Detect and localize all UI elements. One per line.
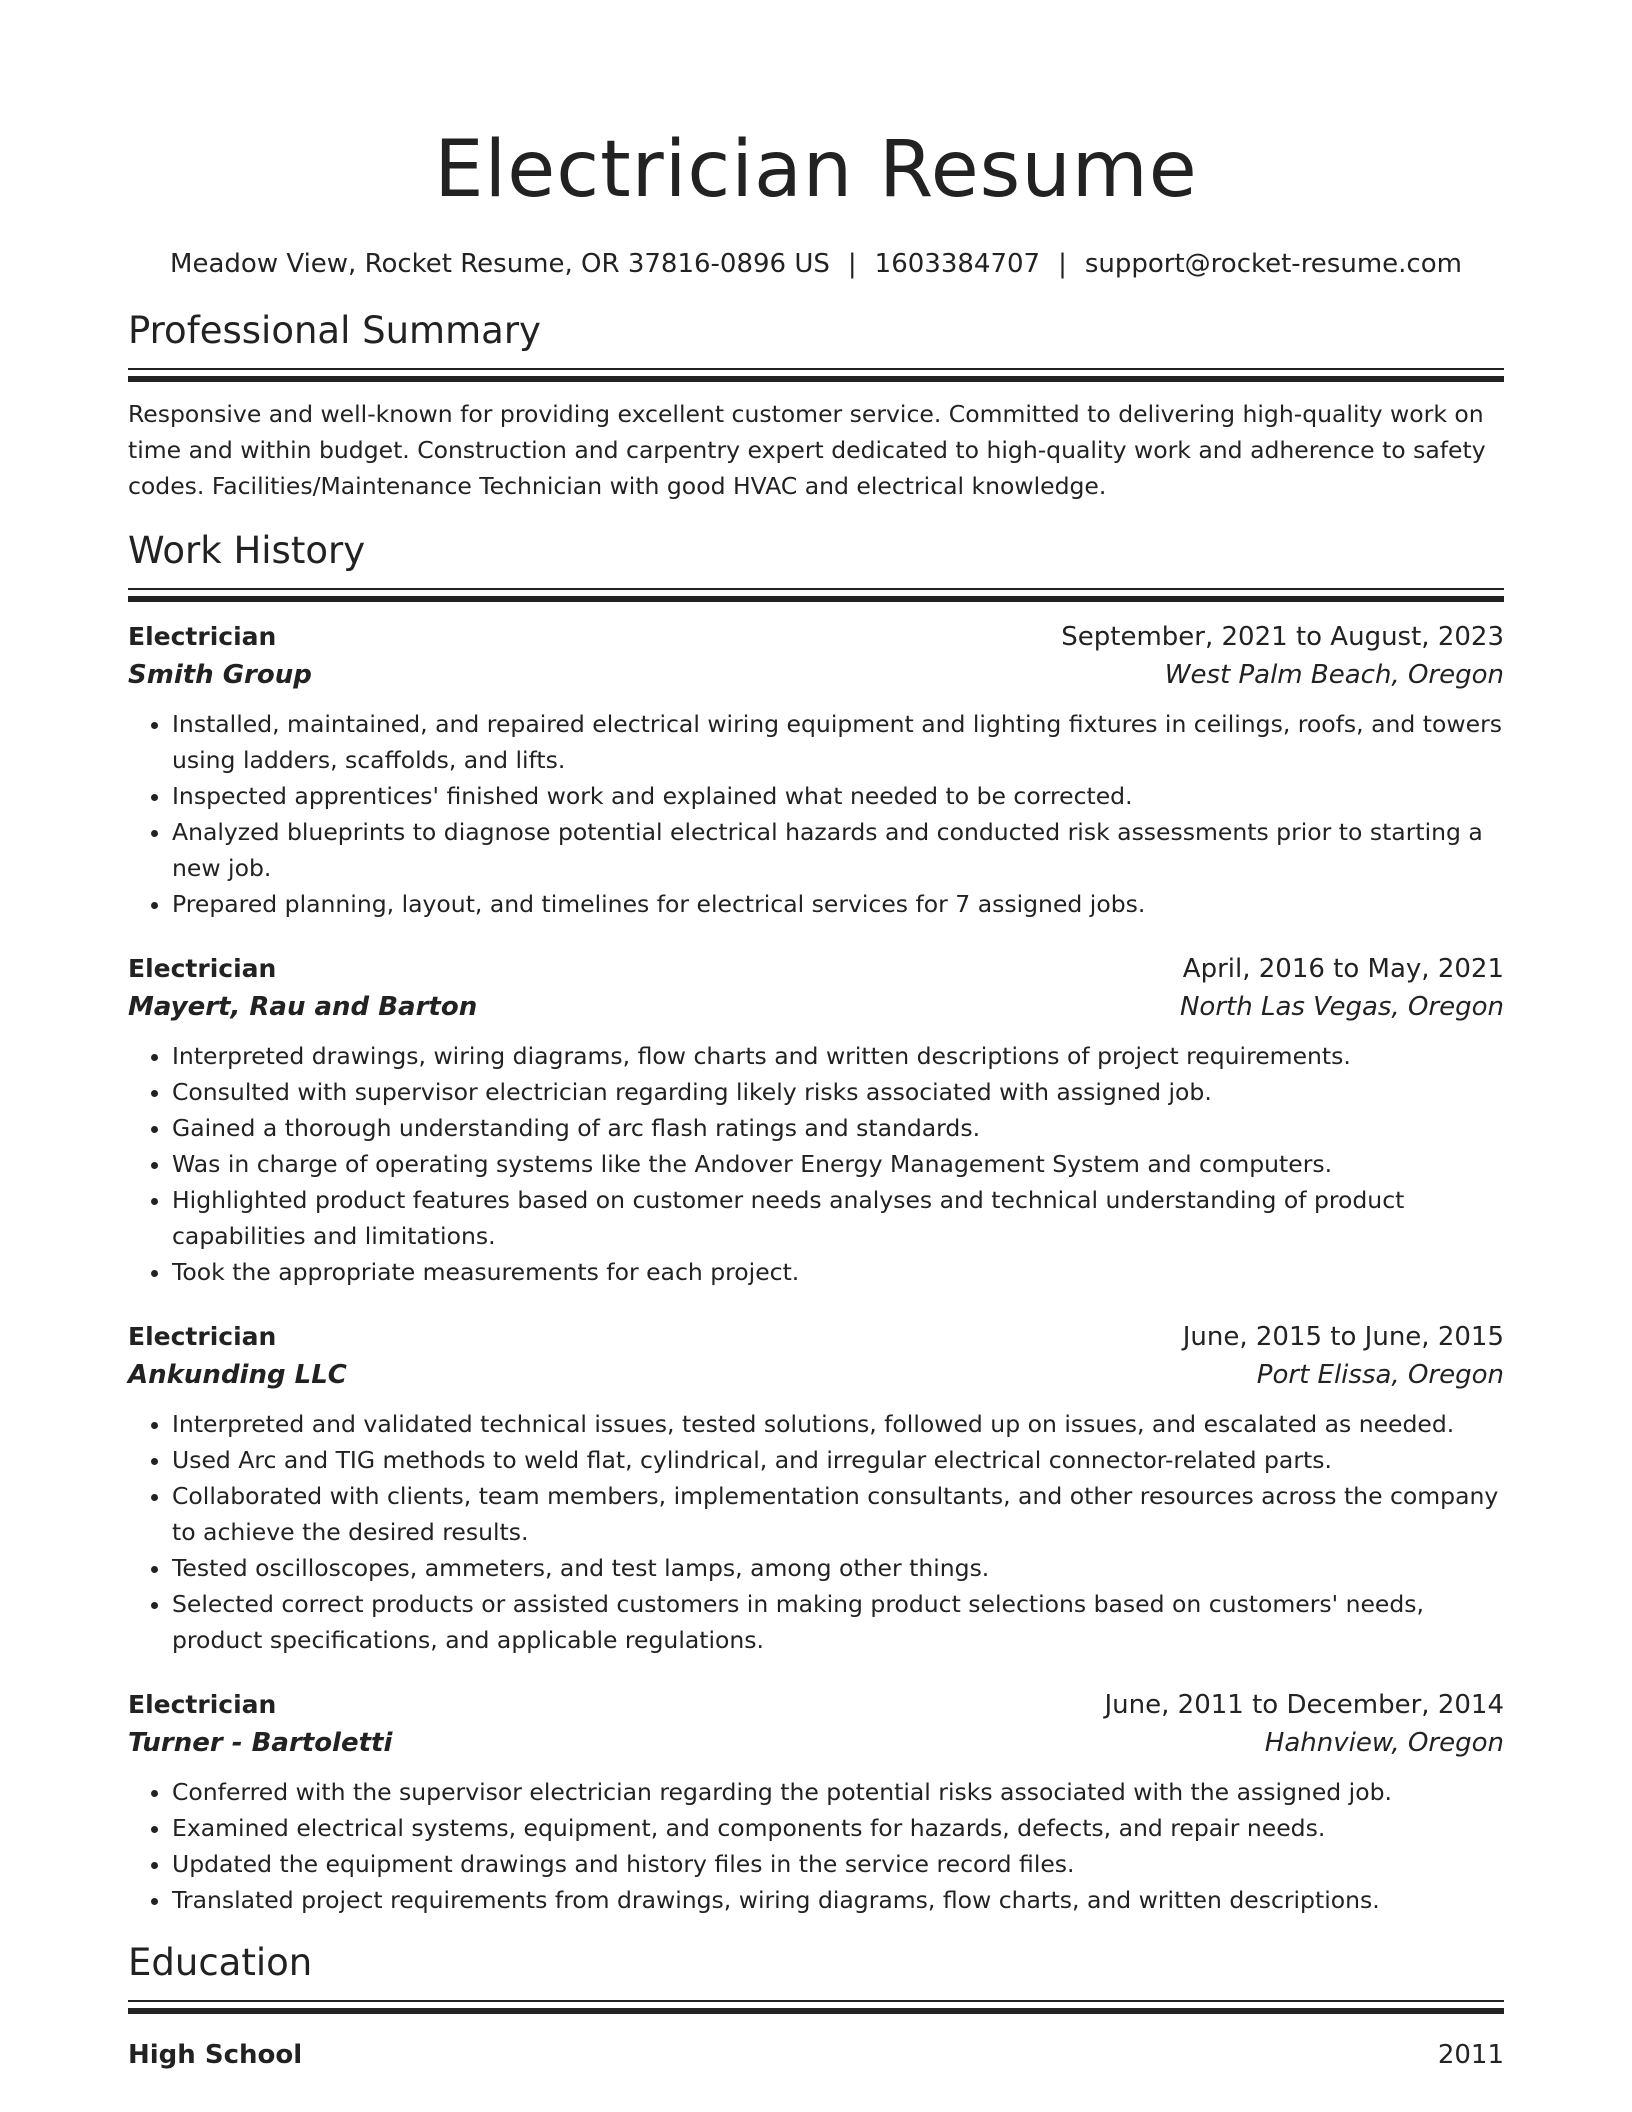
job-location: Hahnview, Oregon (1264, 1727, 1504, 1758)
job-title: Electrician (128, 621, 277, 651)
job-duty-item: • Highlighted product features based on customer needs analyses and technical understanding of product capabilities and limitations. (172, 1182, 1504, 1254)
job-duty-item: • Used Arc and TIG methods to weld flat, cylindrical, and irregular electrical connector-related parts. (172, 1442, 1504, 1478)
job-duty-item: • Installed, maintained, and repaired electrical wiring equipment and lighting fixtures in ceilings, roofs, and towers using ladders, scaffolds, and lifts. (172, 706, 1504, 778)
job-duty-item: • Took the appropriate measurements for each project. (172, 1254, 1504, 1290)
job-duty-item: • Inspected apprentices' finished work and explained what needed to be corrected. (172, 778, 1504, 814)
job-duty-item: • Interpreted and validated technical issues, tested solutions, followed up on issues, and escalated as needed. (172, 1406, 1504, 1442)
contact-separator: | (847, 249, 857, 279)
job-title: Electrician (128, 1321, 277, 1351)
job-subheader (128, 988, 1504, 1026)
job-duty-item: • Consulted with supervisor electrician regarding likely risks associated with assigned job. (172, 1074, 1504, 1110)
contact-line (128, 246, 1504, 282)
section-divider (128, 588, 1504, 602)
job-subheader (128, 656, 1504, 694)
resume-title: Electrician Resume (434, 125, 1198, 215)
section-heading-work-history: Work History (128, 528, 366, 572)
job-duty-item: • Selected correct products or assisted customers in making product selections based on customers' needs, product specifications, and applicable regulations. (172, 1586, 1504, 1658)
job-dates: June, 2015 to June, 2015 (1182, 1321, 1504, 1352)
contact-email: support@rocket-resume.com (1084, 249, 1462, 279)
job-title: Electrician (128, 1689, 277, 1719)
job-duty-item: • Was in charge of operating systems like the Andover Energy Management System and computers. (172, 1146, 1504, 1182)
job-subheader (128, 1724, 1504, 1762)
job-duty-item: • Interpreted drawings, wiring diagrams, flow charts and written descriptions of project requirements. (172, 1038, 1504, 1074)
job-title: Electrician (128, 953, 277, 983)
education-year: 2011 (1437, 2039, 1504, 2070)
job-entry (128, 618, 1504, 922)
contact-separator: | (1058, 249, 1067, 279)
job-location: West Palm Beach, Oregon (1164, 659, 1504, 690)
job-company: Ankunding LLC (128, 1359, 347, 1390)
job-duty-item: • Updated the equipment drawings and history files in the service record files. (172, 1846, 1504, 1882)
section-divider (128, 368, 1504, 382)
job-duty-item: • Prepared planning, layout, and timelines for electrical services for 7 assigned jobs. (172, 886, 1504, 922)
job-location: North Las Vegas, Oregon (1179, 991, 1504, 1022)
job-location: Port Elissa, Oregon (1256, 1359, 1504, 1390)
job-duty-item: • Gained a thorough understanding of arc flash ratings and standards. (172, 1110, 1504, 1146)
job-header (128, 950, 1504, 988)
section-divider (128, 2000, 1504, 2014)
job-entry (128, 950, 1504, 1290)
summary-section (128, 308, 1504, 504)
contact-phone: 1603384707 (874, 249, 1041, 279)
section-heading-education: Education (128, 1940, 313, 1984)
job-company: Smith Group (128, 659, 312, 690)
job-duty-item: • Collaborated with clients, team members, implementation consultants, and other resources across the company to achieve the desired results. (172, 1478, 1504, 1550)
job-dates: June, 2011 to December, 2014 (1104, 1689, 1504, 1720)
job-dates: September, 2021 to August, 2023 (1061, 621, 1504, 652)
job-company: Turner - Bartoletti (128, 1727, 393, 1758)
job-duties (128, 1038, 1504, 1290)
job-duties (128, 706, 1504, 922)
job-dates: April, 2016 to May, 2021 (1182, 953, 1504, 984)
job-duty-item: • Conferred with the supervisor electrician regarding the potential risks associated with the assigned job. (172, 1774, 1504, 1810)
job-duty-item: • Translated project requirements from drawings, wiring diagrams, flow charts, and written descriptions. (172, 1882, 1504, 1918)
job-header (128, 618, 1504, 656)
job-duty-item: • Tested oscilloscopes, ammeters, and test lamps, among other things. (172, 1550, 1504, 1586)
education-section (128, 1940, 1504, 2074)
job-header (128, 1318, 1504, 1356)
education-entry (128, 2036, 1504, 2074)
section-heading-summary: Professional Summary (128, 309, 541, 352)
job-entry (128, 1318, 1504, 1658)
work-history-section (128, 528, 1504, 1918)
job-duty-item: • Analyzed blueprints to diagnose potential electrical hazards and conducted risk assessments prior to starting a new job. (172, 814, 1504, 886)
education-school: High School (128, 2039, 303, 2070)
contact-address: Meadow View, Rocket Resume, OR 37816-0896 US (170, 249, 830, 279)
job-duties (128, 1406, 1504, 1658)
job-header (128, 1686, 1504, 1724)
summary-text: Responsive and well-known for providing excellent customer service. Committed to delivering high-quality work on time and within budget. Construction and carpentry expert dedicated to high-quality work and adherence to safety codes. Facilities/Maintenance Technician with good HVAC and electrical knowledge. (128, 400, 1486, 500)
job-company: Mayert, Rau and Barton (128, 991, 478, 1022)
job-subheader (128, 1356, 1504, 1394)
job-duties (128, 1774, 1504, 1918)
job-entry (128, 1686, 1504, 1918)
job-duty-item: • Examined electrical systems, equipment, and components for hazards, defects, and repair needs. (172, 1810, 1504, 1846)
